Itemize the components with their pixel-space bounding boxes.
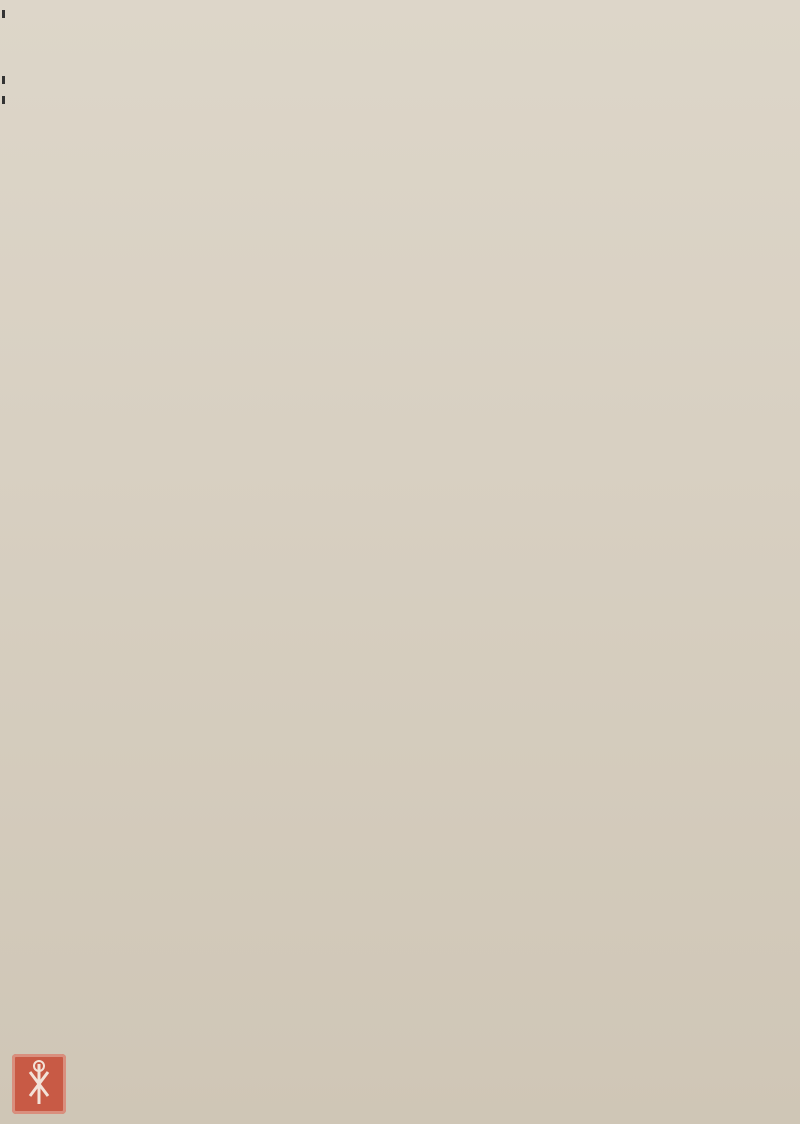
chapter-heading-line <box>0 203 800 226</box>
margin-mark <box>2 76 5 84</box>
margin-mark <box>2 96 5 104</box>
margin-mark <box>2 10 5 18</box>
running-header <box>10 38 670 72</box>
papal-emblem-icon <box>12 1054 66 1114</box>
